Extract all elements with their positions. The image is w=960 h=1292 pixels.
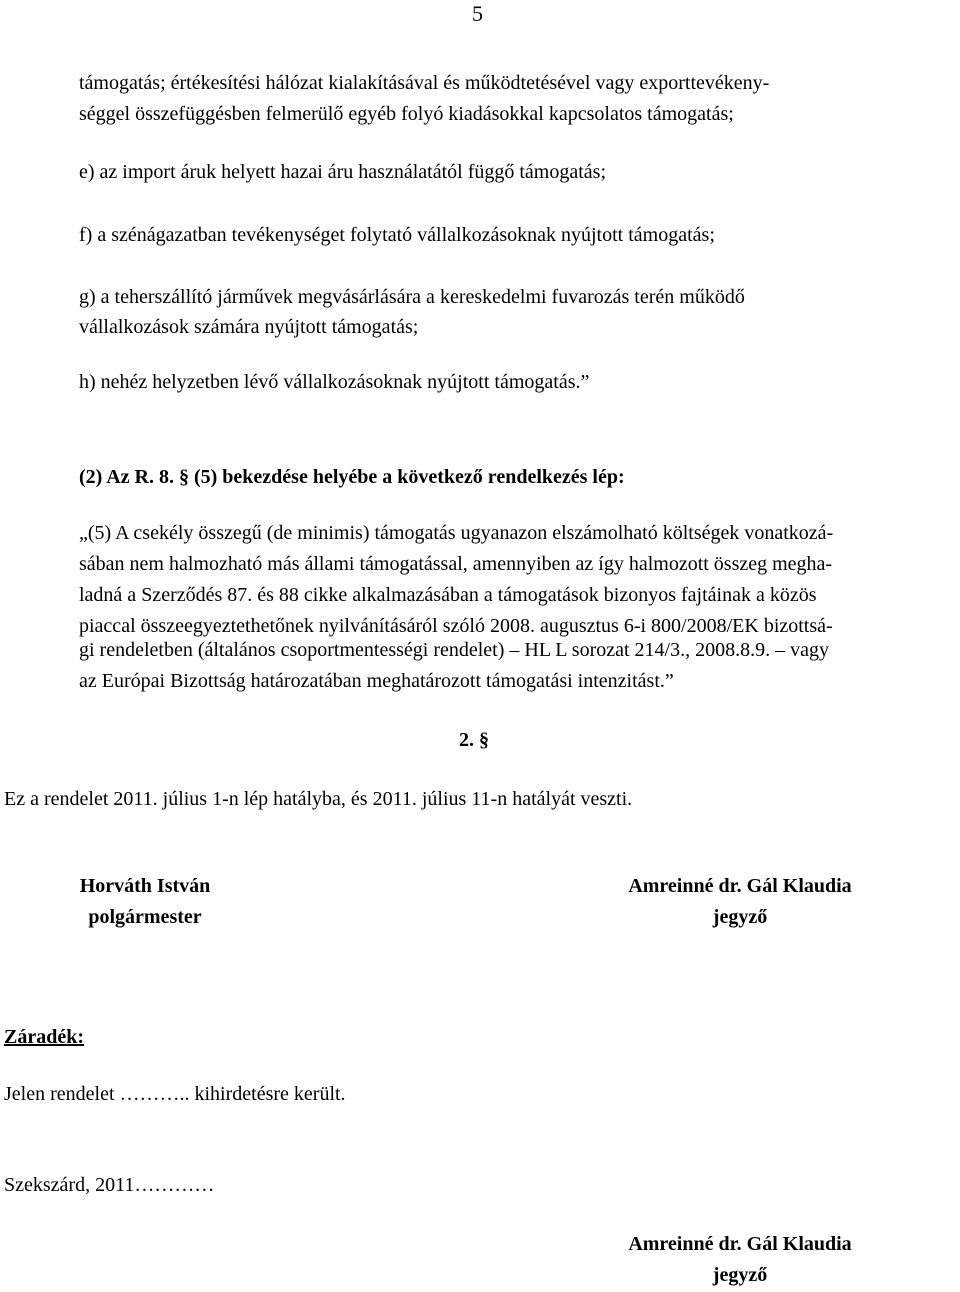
list-item-e: e) az import áruk helyett hazai áru használatától függő támogatás; — [79, 161, 607, 183]
amendment-text-line-6: az Európai Bizottság határozatában meghatározott támogatási intenzitást.” — [79, 670, 674, 692]
list-item-g-line-1: g) a teherszállító járművek megvásárlására a kereskedelmi fuvarozás terén működő — [79, 286, 745, 308]
signature-right-title: jegyző — [712, 906, 768, 928]
section-heading: 2. § — [459, 729, 489, 751]
signature-left-title: polgármester — [88, 906, 202, 928]
page-number: 5 — [472, 1, 483, 26]
list-item-h: h) nehéz helyzetben lévő vállalkozásoknak nyújtott támogatás.” — [79, 371, 590, 393]
effective-date-text: Ez a rendelet 2011. július 1-n lép hatályba, és 2011. július 11-n hatályát veszti. — [4, 788, 633, 810]
amendment-text-line-2: sában nem halmozható más állami támogatással, amennyiben az így halmozott összeg megha- — [79, 553, 833, 575]
list-item-g-line-2: vállalkozások számára nyújtott támogatás; — [79, 316, 419, 338]
list-item-f: f) a szénágazatban tevékenységet folytató vállalkozásoknak nyújtott támogatás; — [79, 224, 715, 246]
signature-left-name: Horváth István — [79, 875, 211, 897]
amendment-heading: (2) Az R. 8. § (5) bekezdése helyébe a következő rendelkezés lép: — [79, 466, 625, 488]
amendment-text-line-5: gi rendeletben (általános csoportmentességi rendelet) – HL L sorozat 214/3., 2008.8.9. – vagy — [79, 639, 829, 661]
clause-text: Jelen rendelet ……….. kihirdetésre került. — [4, 1083, 346, 1105]
signature-right-name: Amreinné dr. Gál Klaudia — [628, 875, 852, 897]
clause-signer-title: jegyző — [712, 1264, 768, 1286]
list-continuation-line-2: séggel összefüggésben felmerülő egyéb folyó kiadásokkal kapcsolatos támogatás; — [79, 103, 734, 125]
clause-place-date: Szekszárd, 2011………… — [4, 1174, 215, 1196]
clause-heading: Záradék: — [4, 1026, 84, 1048]
amendment-text-line-3: ladná a Szerződés 87. és 88 cikke alkalmazásában a támogatások bizonyos fajtáinak a közös — [79, 584, 817, 606]
clause-signer-name: Amreinné dr. Gál Klaudia — [628, 1233, 852, 1255]
list-continuation-line-1: támogatás; értékesítési hálózat kialakításával és működtetésével vagy exporttevékeny- — [79, 72, 770, 94]
amendment-text-line-1: „(5) A csekély összegű (de minimis) támogatás ugyanazon elszámolható költségek vonatkozá- — [79, 522, 834, 544]
amendment-text-line-4: piaccal összeegyeztethetőnek nyilvánításáról szóló 2008. augusztus 6-i 800/2008/EK bizottsá- — [79, 615, 833, 637]
